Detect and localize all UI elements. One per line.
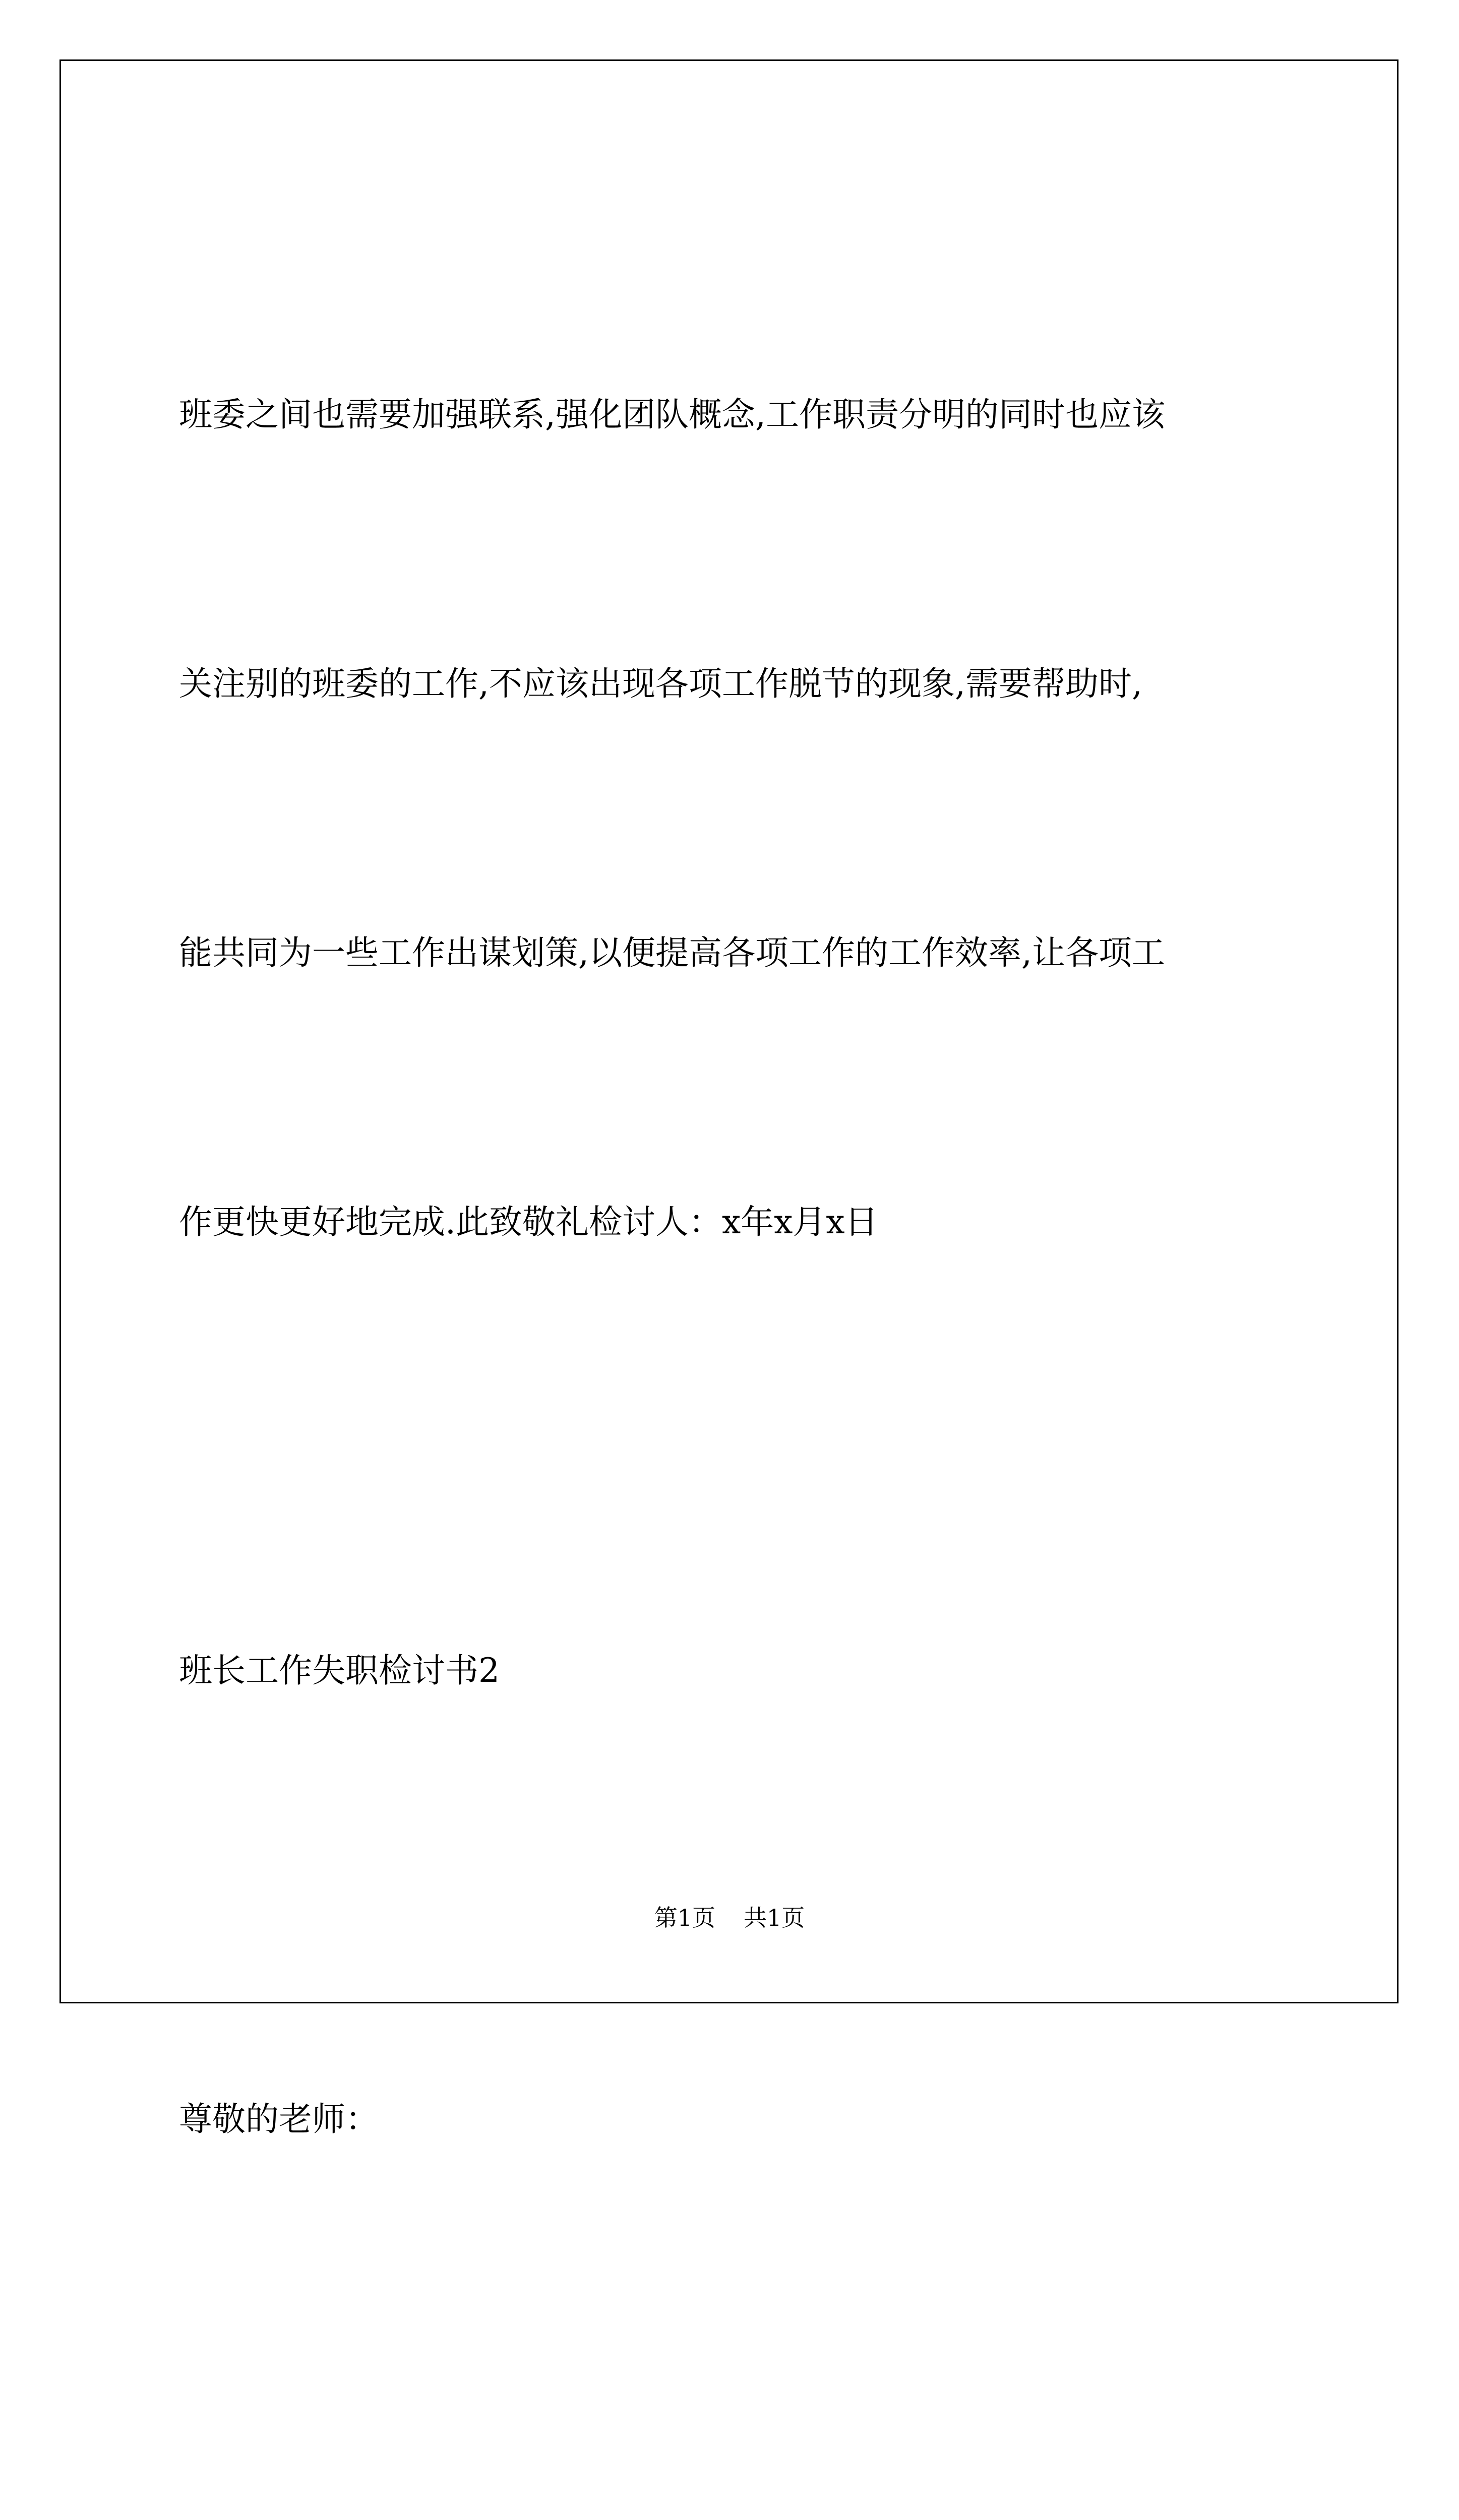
page-footer (0, 1903, 1459, 1933)
page-number: 第1页 (654, 1904, 715, 1931)
text-line: 班委之间也需要加强联系,强化团队概念,工作职责分明的同时也应该 (179, 395, 1165, 434)
paragraph-closing (179, 191, 1288, 1446)
page-total: 共1页 (744, 1904, 805, 1931)
text-line: 尊敬的老师： (179, 2100, 379, 2138)
document-title (179, 1446, 1288, 1895)
salutation (179, 1895, 1288, 2344)
document-body (179, 191, 1288, 2520)
greeting (179, 2344, 1288, 2520)
text-line: 关注别的班委的工作,不应该出现各项工作脱节的现象,需要帮助时, (179, 664, 1142, 703)
text-line: 能共同为一些工作出谋划策,以便提高各项工作的工作效率,让各项工 (179, 933, 1165, 972)
text-line: 班长工作失职检讨书2 (179, 1651, 500, 1690)
text-line: 作更快更好地完成.此致敬礼检讨人：x年x月x日 (179, 1203, 878, 1241)
